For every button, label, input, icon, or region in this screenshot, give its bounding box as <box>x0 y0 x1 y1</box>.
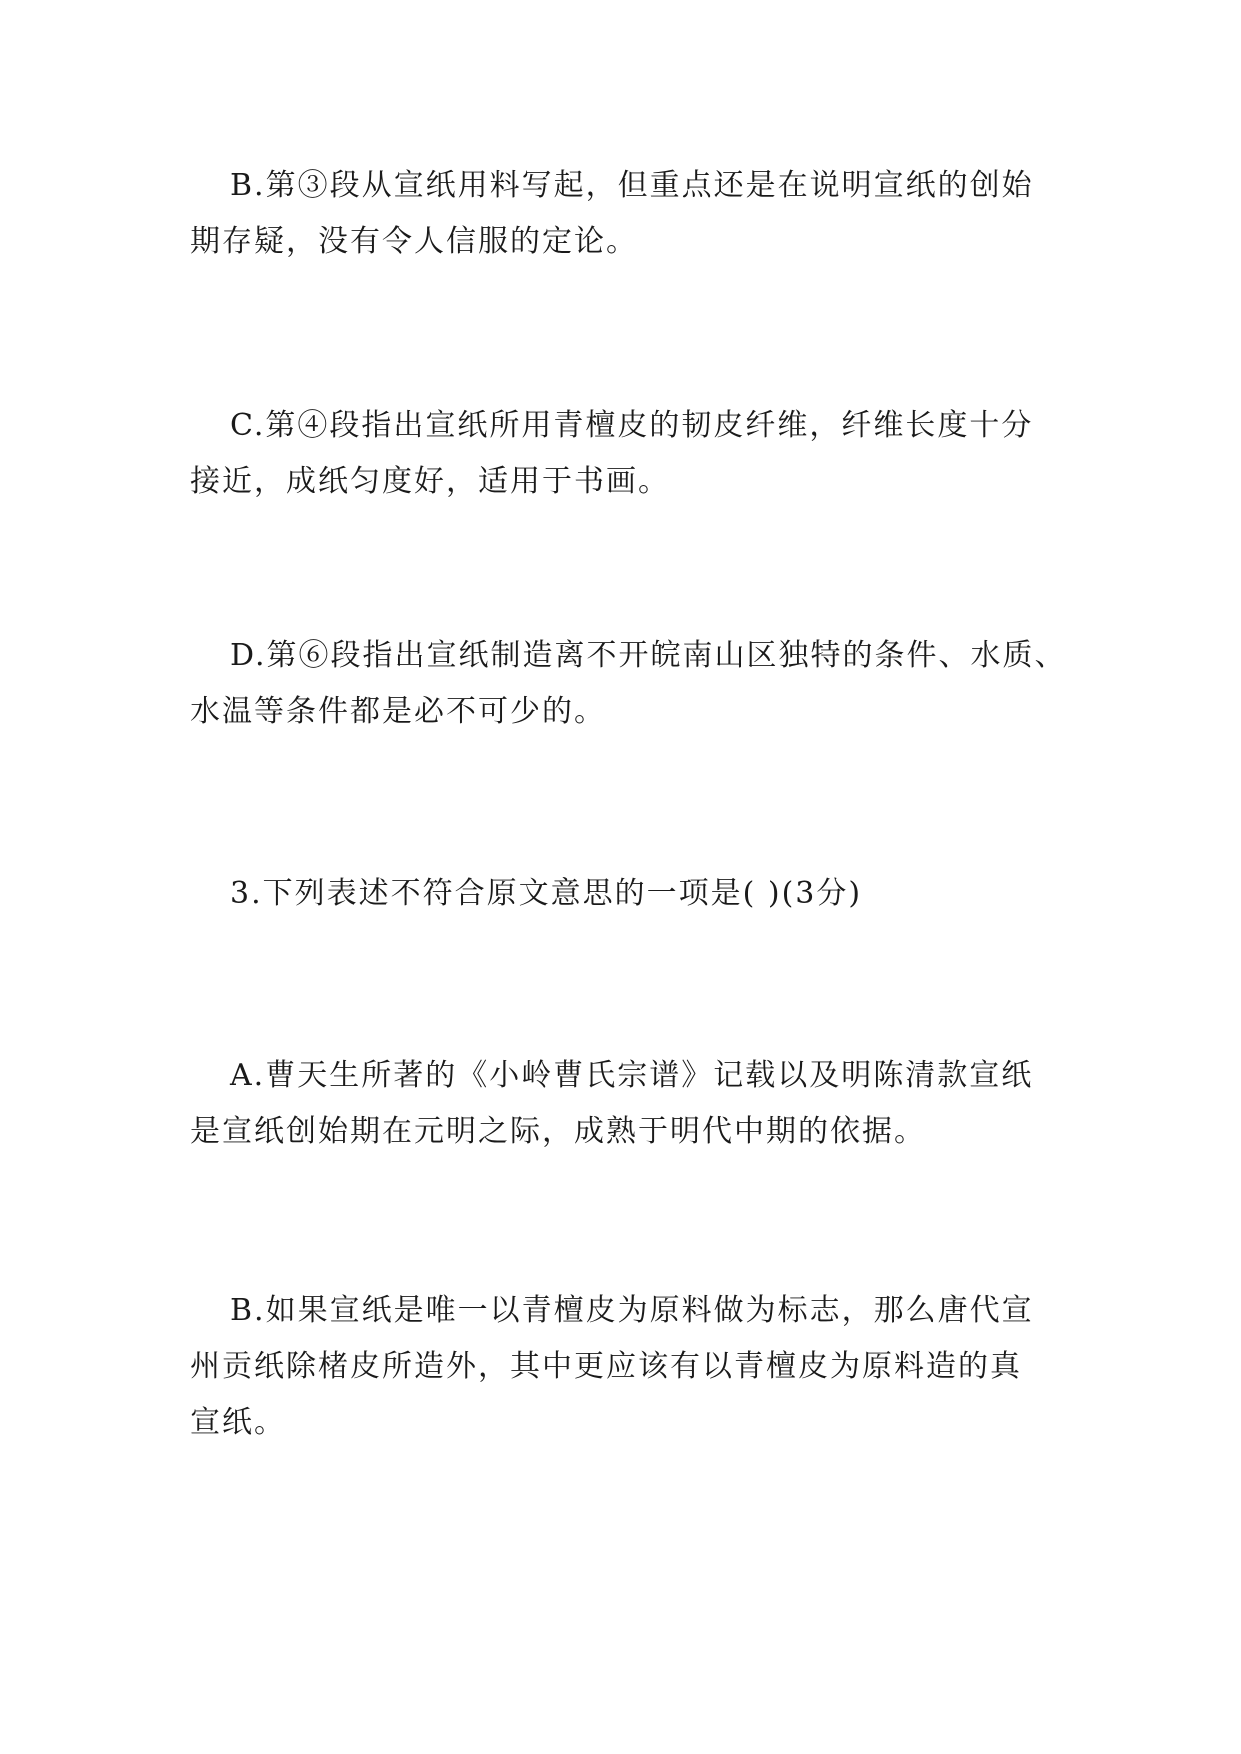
paragraph-line: 接近，成纸匀度好，适用于书画。 <box>190 464 670 499</box>
paragraph-line: A.曹天生所著的《小岭曹氏宗谱》记载以及明陈清款宣纸 <box>230 1058 1034 1093</box>
option-c-paragraph <box>190 398 1070 510</box>
paragraph-line: 宣纸。 <box>190 1405 286 1440</box>
paragraph-line: B.第③段从宣纸用料写起，但重点还是在说明宣纸的创始 <box>230 168 1034 203</box>
question-3-option-a <box>190 1048 1070 1160</box>
paragraph-line: 期存疑，没有令人信服的定论。 <box>190 224 638 259</box>
paragraph-line: D.第⑥段指出宣纸制造离不开皖南山区独特的条件、水质、 <box>230 638 1067 673</box>
option-b-paragraph <box>190 158 1070 270</box>
question-3-stem <box>190 866 1070 922</box>
option-d-paragraph <box>190 628 1070 740</box>
paragraph-line: 水温等条件都是必不可少的。 <box>190 694 606 729</box>
paragraph-line: C.第④段指出宣纸所用青檀皮的韧皮纤维，纤维长度十分 <box>230 408 1034 443</box>
paragraph-line: 州贡纸除楮皮所造外，其中更应该有以青檀皮为原料造的真 <box>190 1349 1022 1384</box>
paragraph-line: B.如果宣纸是唯一以青檀皮为原料做为标志，那么唐代宣 <box>230 1293 1034 1328</box>
paragraph-line: 3.下列表述不符合原文意思的一项是( )(3分) <box>230 876 863 911</box>
question-3-option-b <box>190 1283 1070 1451</box>
paragraph-line: 是宣纸创始期在元明之际，成熟于明代中期的依据。 <box>190 1114 926 1149</box>
